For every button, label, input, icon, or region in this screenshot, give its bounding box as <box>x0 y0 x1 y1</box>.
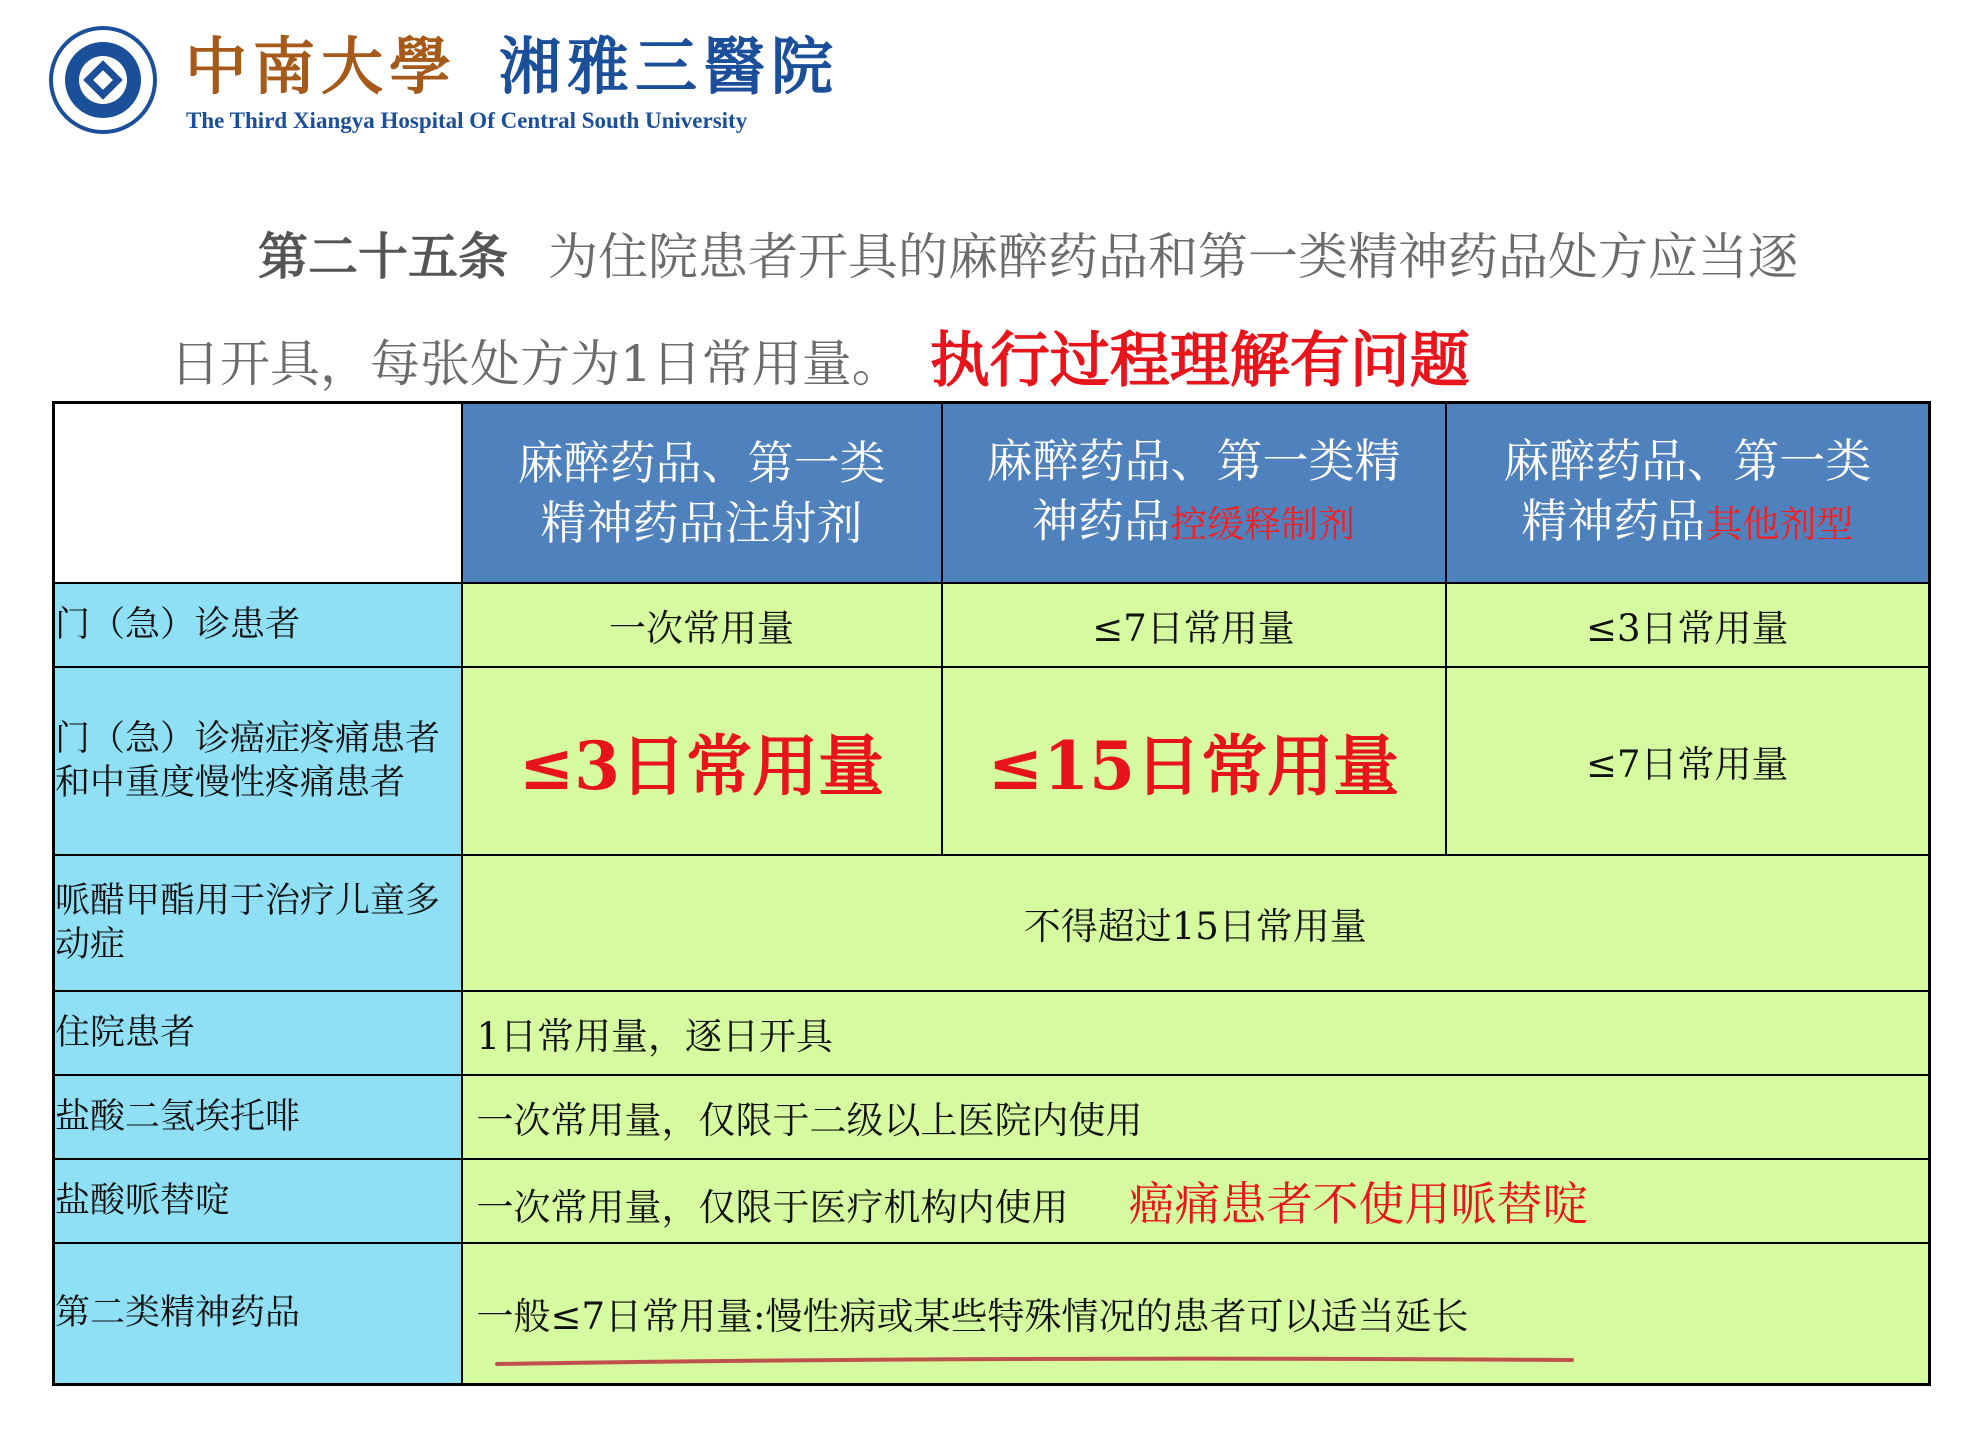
header-row <box>54 403 1930 583</box>
university-name: 中南大學 <box>185 30 458 103</box>
hospital-name: 湘雅三醫院 <box>499 30 840 103</box>
row-label: 哌醋甲酯用于治疗儿童多动症 <box>54 855 462 991</box>
row-label: 门（急）诊癌症疼痛患者和中重度慢性疼痛患者 <box>54 667 462 855</box>
table-cell: ≤7日常用量 <box>1446 667 1930 855</box>
hospital-title-cn <box>185 32 839 102</box>
col-header-controlled-release: 麻醉药品、第一类精 神药品控缓释制剂 <box>942 403 1446 583</box>
table-cell-highlight: ≤15日常用量 <box>942 667 1446 855</box>
pethidine-note: 癌痛患者不使用哌替啶 <box>1128 1176 1589 1231</box>
table-row <box>54 991 1930 1075</box>
hospital-title-en: The Third Xiangya Hospital Of Central South University <box>186 108 748 133</box>
table-cell: ≤7日常用量 <box>942 583 1446 667</box>
table-cell: 一次常用量，仅限于二级以上医院内使用 <box>462 1075 1930 1159</box>
table-row <box>54 1243 1930 1385</box>
row-label: 第二类精神药品 <box>54 1243 462 1385</box>
red-underline <box>487 1354 1577 1370</box>
university-logo <box>48 25 158 135</box>
col-header-injection: 麻醉药品、第一类 精神药品注射剂 <box>462 403 942 583</box>
table-cell: 一次常用量，仅限于医疗机构内使用 癌痛患者不使用哌替啶 <box>462 1159 1930 1243</box>
article-text: 为住院患者开具的麻醉药品和第一类精神药品处方应当逐日开具，每张处方为1日常用量。 <box>170 228 1798 393</box>
row-label: 住院患者 <box>54 991 462 1075</box>
row-label: 盐酸二氢埃托啡 <box>54 1075 462 1159</box>
article-clause: 第二十五条 <box>258 227 508 286</box>
row-label: 门（急）诊患者 <box>54 583 462 667</box>
table-row <box>54 1159 1930 1243</box>
table-row <box>54 583 1930 667</box>
corner-cell <box>54 403 462 583</box>
table-row <box>54 855 1930 991</box>
table-cell: ≤3日常用量 <box>1446 583 1930 667</box>
prescription-limit-table <box>52 401 1931 1386</box>
underlined-text: 一般≤7日常用量:慢性病或某些特殊情况的患者可以适当延长 <box>477 1286 1469 1340</box>
issue-flag: 执行过程理解有问题 <box>929 326 1470 396</box>
table-cell <box>462 1243 1930 1385</box>
table-cell: 不得超过15日常用量 <box>462 855 1930 991</box>
table-row <box>54 1075 1930 1159</box>
article-paragraph <box>170 205 1830 416</box>
table-cell-highlight: ≤3日常用量 <box>462 667 942 855</box>
table-cell: 1日常用量，逐日开具 <box>462 991 1930 1075</box>
col-header-other-forms: 麻醉药品、第一类 精神药品其他剂型 <box>1446 403 1930 583</box>
row-label: 盐酸哌替啶 <box>54 1159 462 1243</box>
table-row <box>54 667 1930 855</box>
table-cell: 一次常用量 <box>462 583 942 667</box>
